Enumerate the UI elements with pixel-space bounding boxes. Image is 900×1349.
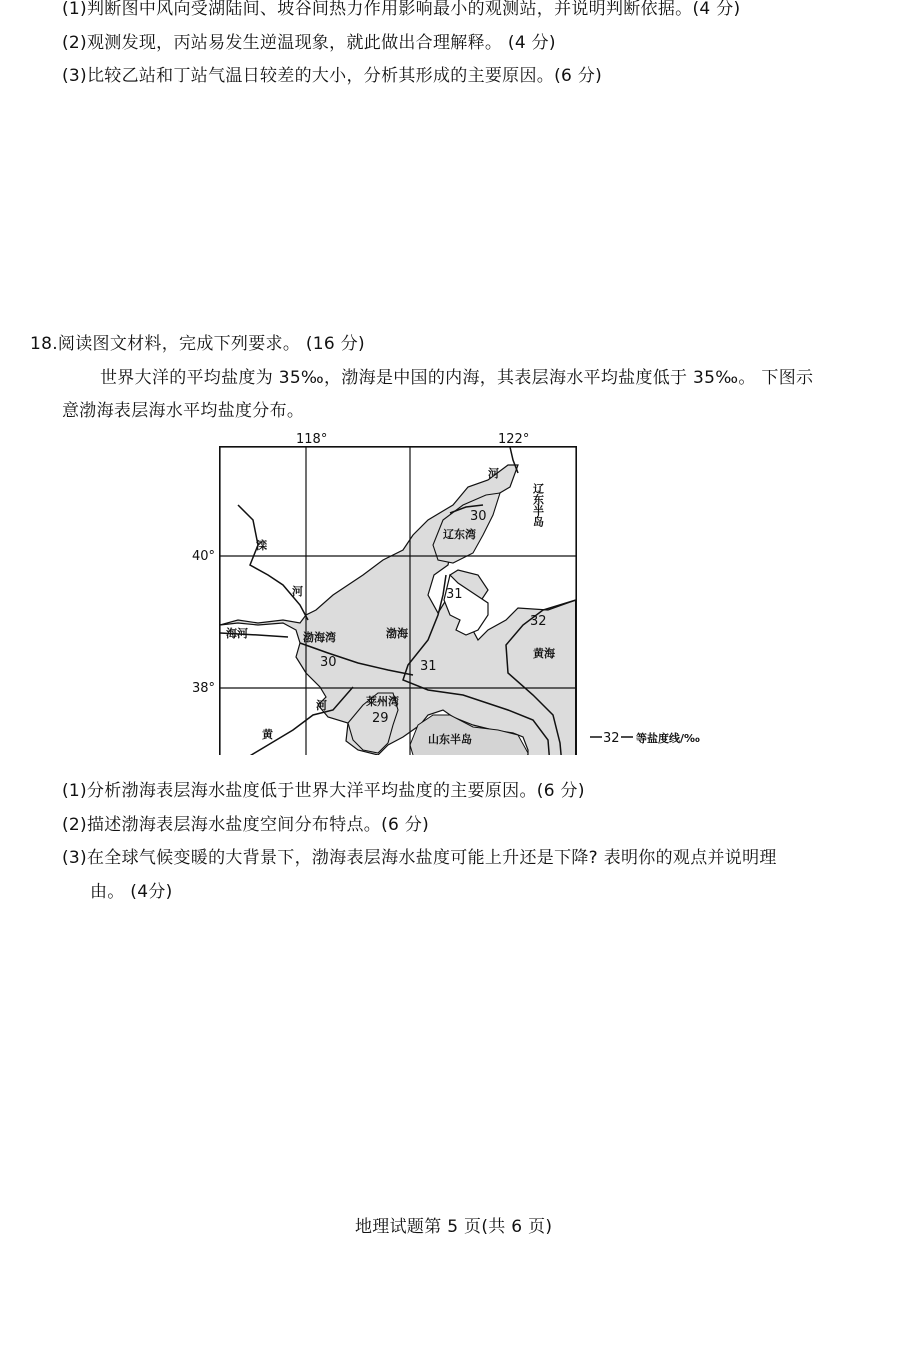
isoline-label-31-south: 31 (420, 659, 437, 674)
q18-para-line2: 意渤海表层海水平均盐度分布。 (62, 401, 305, 421)
isoline-label-29: 29 (372, 711, 389, 726)
page-footer: 地理试题第 5 页(共 6 页) (355, 1217, 553, 1237)
peninsula-liaodong: 辽东半岛 (531, 483, 545, 527)
q17-sub2: (2)观测发现，丙站易发生逆温现象，就此做出合理解释。 (4 分) (62, 33, 556, 53)
river-label-liao: 河 (488, 467, 499, 480)
isoline-label-32-east: 32 (530, 614, 547, 629)
isoline-label-30-north: 30 (470, 509, 487, 524)
isoline-label-31-north: 31 (446, 587, 463, 602)
river-label-luan: 滦 (256, 539, 267, 552)
bay-laizhou: 莱州湾 (366, 695, 399, 708)
river-label-huang-he: 河 (316, 699, 327, 712)
lon-122: 122° (498, 432, 530, 447)
sea-bohai: 渤海 (386, 627, 408, 640)
river-label-luan-he: 河 (292, 585, 303, 598)
q18-header: 18.阅读图文材料，完成下列要求。 (16 分) (30, 334, 365, 354)
lat-38: 38° (192, 681, 216, 696)
isoline-label-30-south: 30 (320, 655, 337, 670)
lon-118: 118° (296, 432, 328, 447)
q17-sub1: (1)判断图中风向受湖陆间、坡谷间热力作用影响最小的观测站，并说明判断依据。(4 分) (62, 0, 741, 19)
q18-sub1: (1)分析渤海表层海水盐度低于世界大洋平均盐度的主要原因。(6 分) (62, 781, 585, 801)
bay-bohai: 渤海湾 (303, 631, 336, 644)
q18-sub2: (2)描述渤海表层海水盐度空间分布特点。(6 分) (62, 815, 430, 835)
sea-huanghai: 黄海 (533, 647, 555, 660)
legend-text: 等盐度线/‰ (636, 732, 700, 745)
peninsula-shandong: 山东半岛 (428, 733, 472, 746)
q18-para-line1: 世界大洋的平均盐度为 35‰，渤海是中国的内海，其表层海水平均盐度低于 35‰。 下图示 (100, 368, 814, 388)
river-label-huang: 黄 (262, 728, 273, 741)
legend-value: 32 (603, 731, 620, 746)
river-label-hai: 海河 (226, 627, 248, 640)
q18-sub3-line1: (3)在全球气候变暖的大背景下，渤海表层海水盐度可能上升还是下降? 表明你的观点并说明理 (62, 848, 777, 868)
q18-sub3-line2: 由。 (4分) (90, 882, 173, 902)
q17-sub3: (3)比较乙站和丁站气温日较差的大小，分析其形成的主要原因。(6 分) (62, 66, 603, 86)
bohai-salinity-map (188, 425, 728, 755)
bay-liaodong: 辽东湾 (443, 528, 476, 541)
lat-40: 40° (192, 549, 216, 564)
